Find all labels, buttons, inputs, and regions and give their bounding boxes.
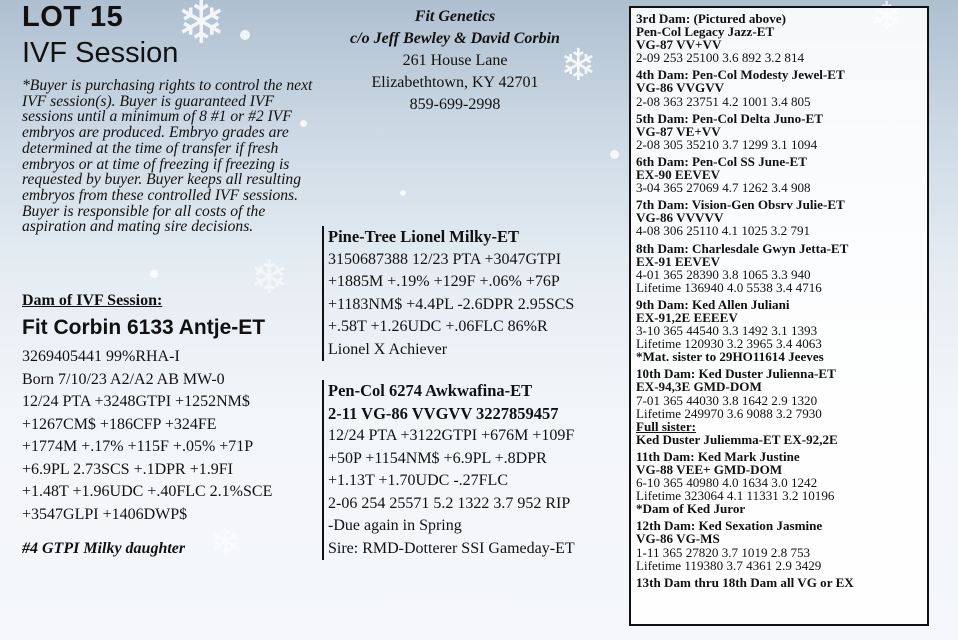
- pedigree-bold-line: VG-86 VVVVV: [636, 210, 724, 226]
- consignor-block: [340, 6, 570, 116]
- pedigree-entry: [636, 298, 922, 363]
- pedigree-record-line: 4-08 306 25110 4.1 1025 3.2 791: [636, 223, 811, 239]
- pedigree-bold-line: EX-90 EEVEV: [636, 167, 721, 183]
- consignor-address-line1: 261 House Lane: [402, 52, 508, 69]
- pedigree-entry: [636, 155, 922, 194]
- pedigree-entry: [636, 198, 922, 237]
- pedigree-bold-line: EX-91 EEVEV: [636, 253, 721, 269]
- pedigree-record-line: Lifetime 136940 4.0 5538 3.4 4716: [636, 279, 822, 295]
- pedigree-bold-line: 11th Dam: Ked Mark Justine: [636, 448, 800, 464]
- pedigree-record-line: Lifetime 120930 3.2 3965 3.4 4063: [636, 336, 822, 352]
- pedigree-bold-line: VG-86 VVGVV: [636, 80, 725, 96]
- pedigree-bold-line: VG-88 VEE+ GMD-DOM: [636, 462, 783, 477]
- pedigree-panel: [629, 6, 929, 626]
- grand-dam-detail-line: +1.13T +1.70UDC -.27FLC: [328, 472, 508, 489]
- sire-detail-line: 3150687388 12/23 PTA +3047GTPI: [328, 250, 562, 268]
- pedigree-record-line: 2-08 363 23751 4.2 1001 3.4 805: [636, 93, 811, 109]
- snowflake-icon: ❄: [210, 520, 242, 564]
- pedigree-bold-line: 10th Dam: Ked Duster Julienna-ET: [636, 366, 836, 382]
- snow-dot: [400, 190, 406, 196]
- grand-dam-detail-line: 2-06 254 25571 5.2 1322 3.7 952 RIP: [328, 494, 571, 512]
- snowflake-icon: ❄: [176, 0, 227, 58]
- pedigree-bold-line: 4th Dam: Pen-Col Modesty Jewel-ET: [636, 67, 845, 83]
- grand-dam-detail-line: Sire: RMD-Dotterer SSI Gameday-ET: [328, 539, 575, 557]
- snow-dot: [610, 150, 619, 159]
- consignor-phone: 859-699-2998: [409, 96, 501, 113]
- pedigree-bold-line: VG-87 VV+VV: [636, 37, 722, 53]
- dam-tagline: #4 GTPI Milky daughter: [22, 540, 186, 557]
- pedigree-bold-line: VG-87 VE+VV: [636, 123, 721, 139]
- grand-dam-classification: 2-11 VG-86 VVGVV 3227859457: [328, 403, 559, 423]
- pedigree-entry: [636, 367, 922, 446]
- full-sister-name: Ked Duster Juliemma-ET EX-92,2E: [636, 431, 838, 447]
- pedigree-list: [636, 12, 922, 572]
- grand-dam-detail-line: 12/24 PTA +3122GTPI +676M +109F: [328, 427, 575, 444]
- snow-dot: [240, 30, 250, 40]
- disclaimer-text: *Buyer is purchasing rights to control the next IVF session(s). Buyer is guaranteed IVF sessions until a minimum of 8 #1 or #2 IVF embryos are produced. Embryo grades are determined at the time of transfer if fresh embryos or at time of freezing if freezing is requested by buyer. Buyer keeps all resulting embryos from these controlled IVF sessions. Buyer is responsible for all costs of the aspiration and mating sire decisions.: [22, 77, 313, 236]
- grand-dam-name: Pen-Col 6274 Awkwafina-ET: [328, 381, 533, 400]
- grand-dam-detail-line: +50P +1154NM$ +6.9PL +.8DPR: [328, 449, 547, 467]
- pedigree-entry: [636, 68, 922, 107]
- dam-detail-line: 3269405441 99%RHA-I: [22, 348, 180, 365]
- snow-dot: [150, 270, 158, 278]
- grand-dam-block: [322, 380, 628, 560]
- dam-detail-line: +3547GLPI +1406DWP$: [22, 505, 188, 523]
- pedigree-entry: [636, 242, 922, 294]
- pedigree-entry: [636, 519, 922, 571]
- pedigree-record-line: 3-10 365 44540 3.3 1492 3.1 1393: [636, 323, 818, 339]
- dam-detail-line: +1267CM$ +186CFP +324FE: [22, 415, 217, 433]
- pedigree-bold-line: 5th Dam: Pen-Col Delta Juno-ET: [636, 110, 823, 126]
- dam-detail-line: Born 7/10/23 A2/A2 AB MW-0: [22, 370, 225, 388]
- pedigree-entry: [636, 450, 922, 515]
- sire-block: [322, 226, 628, 361]
- sire-detail-line: +.58T +1.26UDC +.06FLC 86%R: [328, 318, 548, 335]
- dam-detail-line: +1.48T +1.96UDC +.40FLC 2.1%SCE: [22, 483, 273, 500]
- pedigree-bold-line: VG-86 VG-MS: [636, 531, 720, 547]
- dam-detail-line: 12/24 PTA +3248GTPI +1252NM$: [22, 393, 250, 410]
- grand-dam-detail-line: -Due again in Spring: [328, 517, 462, 534]
- pedigree-record-line: 1-11 365 27820 3.7 1019 2.8 753: [636, 544, 811, 560]
- full-sister-label: Full sister:: [636, 418, 697, 434]
- pedigree-record-line: 2-09 253 25100 3.6 892 3.2 814: [636, 50, 805, 66]
- pedigree-bold-line: 9th Dam: Ked Allen Juliani: [636, 296, 790, 312]
- pedigree-note: *Mat. sister to 29HO11614 Jeeves: [636, 349, 824, 365]
- pedigree-bold-line: EX-91,2E EEEEV: [636, 309, 738, 325]
- consignor-care-of: c/o Jeff Bewley & David Corbin: [350, 30, 560, 47]
- pedigree-record-line: Lifetime 323064 4.1 11331 3.2 10196: [636, 488, 835, 504]
- pedigree-entry: [636, 12, 922, 64]
- pedigree-bold-line: 6th Dam: Pen-Col SS June-ET: [636, 153, 807, 169]
- consignor-name: Fit Genetics: [414, 8, 496, 25]
- pedigree-record-line: Lifetime 119380 3.7 4361 2.9 3429: [636, 557, 822, 573]
- pedigree-record-line: Lifetime 249970 3.6 9088 3.2 7930: [636, 405, 822, 421]
- snowflake-icon: ❄: [250, 250, 289, 304]
- lot-title: LOT 15: [22, 1, 124, 33]
- pedigree-bold-line: 8th Dam: Charlesdale Gwyn Jetta-ET: [636, 240, 849, 256]
- dam-detail-line: +6.9PL 2.73SCS +.1DPR +1.9FI: [22, 460, 233, 478]
- pedigree-bold-line: 3rd Dam: (Pictured above): [636, 11, 786, 26]
- sire-detail-line: +1183NM$ +4.4PL -2.6DPR 2.95SCS: [328, 295, 575, 313]
- pedigree-footer: 13th Dam thru 18th Dam all VG or EX: [636, 574, 854, 590]
- consignor-address-line2: Elizabethtown, KY 42701: [371, 74, 539, 91]
- sire-detail-line: Lionel X Achiever: [328, 340, 448, 358]
- pedigree-bold-line: 12th Dam: Ked Sexation Jasmine: [636, 518, 823, 534]
- pedigree-bold-line: EX-94,3E GMD-DOM: [636, 379, 762, 395]
- sire-detail-line: +1885M +.19% +129F +.06% +76P: [328, 273, 560, 290]
- pedigree-bold-line: 7th Dam: Vision-Gen Obsrv Julie-ET: [636, 197, 845, 213]
- session-title: IVF Session: [22, 37, 179, 69]
- pedigree-record-line: 6-10 365 40980 4.0 1634 3.0 1242: [636, 475, 818, 491]
- dam-heading: Dam of IVF Session:: [22, 292, 163, 309]
- pedigree-record-line: 7-01 365 44030 3.8 1642 2.9 1320: [636, 392, 818, 408]
- dam-name: Fit Corbin 6133 Antje-ET: [22, 316, 266, 339]
- pedigree-entry: [636, 112, 922, 151]
- pedigree-record-line: 2-08 305 35210 3.7 1299 3.1 1094: [636, 136, 818, 152]
- dam-detail-line: +1774M +.17% +115F +.05% +71P: [22, 438, 254, 455]
- dam-details: [22, 346, 322, 526]
- pedigree-note: *Dam of Ked Juror: [636, 501, 746, 517]
- pedigree-record-line: 4-01 365 28390 3.8 1065 3.3 940: [636, 266, 811, 282]
- snowflake-icon: ❄: [560, 40, 597, 91]
- pedigree-record-line: 3-04 365 27069 4.7 1262 3.4 908: [636, 180, 811, 196]
- pedigree-bold-line: Pen-Col Legacy Jazz-ET: [636, 24, 775, 40]
- sire-name: Pine-Tree Lionel Milky-ET: [328, 227, 519, 246]
